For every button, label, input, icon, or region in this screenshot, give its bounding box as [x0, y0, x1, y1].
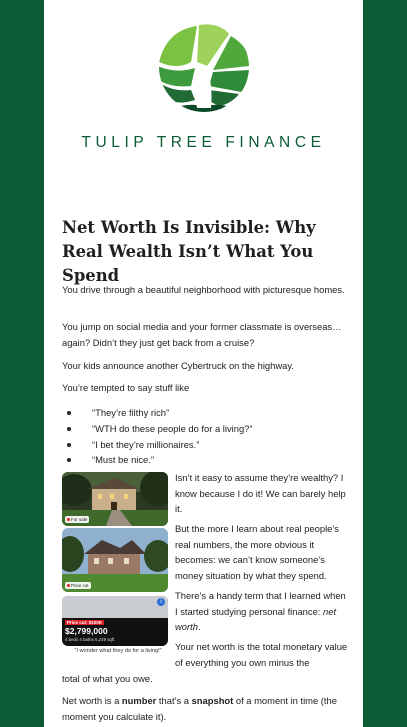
list-item: “They’re filthy rich” — [62, 405, 253, 421]
image-caption: "I wonder what they do for a living!" — [74, 648, 162, 654]
article-paragraph: But the more I learn about real people’s real numbers, the more obvious it becomes: we can’t know someone’s money situation by what they spend. — [175, 523, 339, 581]
intro-paragraph: You’re tempted to say stuff like — [62, 382, 190, 393]
term-net-worth: net worth — [175, 605, 337, 632]
article-paragraph — [62, 693, 348, 724]
badge-label: For sale — [71, 517, 88, 522]
tulip-tree-logo — [147, 22, 261, 122]
bold-text: number — [121, 695, 157, 706]
list-item: “WTH do these people do for a living?” — [62, 421, 253, 437]
listing-card — [62, 596, 168, 646]
article-paragraph — [175, 588, 350, 635]
intro-paragraph: You drive through a beautiful neighborhood with picturesque homes. — [62, 284, 345, 295]
bold-text: snapshot — [191, 695, 234, 706]
article-paragraph: total of what you owe. — [62, 673, 153, 684]
article-paragraph: Isn’t it easy to assume they’re wealthy? I know because I do it! We can barely help it. — [175, 472, 346, 514]
listing-details: 4 beds 4 baths 6,249 sqft — [65, 637, 115, 642]
text-span: that’s a — [156, 695, 192, 706]
email-body — [44, 0, 363, 727]
house-photo — [62, 528, 168, 592]
text-span: of a moment in time (the moment you calculate it). — [62, 695, 337, 722]
intro-paragraph: You jump on social media and your former classmate is overseas… again? Didn’t they just get back from a cruise? — [62, 321, 342, 348]
listing-photo — [62, 596, 168, 618]
text-span: Net worth is a — [62, 695, 122, 706]
price-cut-label: Price cut: $100K — [67, 620, 103, 625]
article-title: Net Worth Is Invisible: Why Real Wealth Isn’t What You Spend — [62, 218, 316, 285]
info-icon: i — [157, 598, 165, 606]
status-badge — [65, 516, 89, 523]
status-badge — [65, 582, 91, 589]
article-paragraph: Your net worth is the total monetary value of everything you own minus the — [175, 641, 348, 668]
house-photo — [62, 472, 168, 526]
text-span: . — [197, 621, 201, 632]
badge-label: Price cut — [71, 583, 89, 588]
list-item: “I bet they’re millionaires.” — [62, 437, 253, 453]
intro-paragraph: Your kids announce another Cybertruck on the highway. — [62, 360, 294, 371]
brand-name: TULIP TREE FINANCE — [81, 134, 326, 151]
list-item: “Must be nice.” — [62, 452, 253, 468]
text-span: There’s a handy term that I learned when I started studying personal finance: — [175, 590, 346, 617]
listing-price: $2,799,000 — [65, 626, 108, 636]
quote-list — [62, 405, 253, 468]
